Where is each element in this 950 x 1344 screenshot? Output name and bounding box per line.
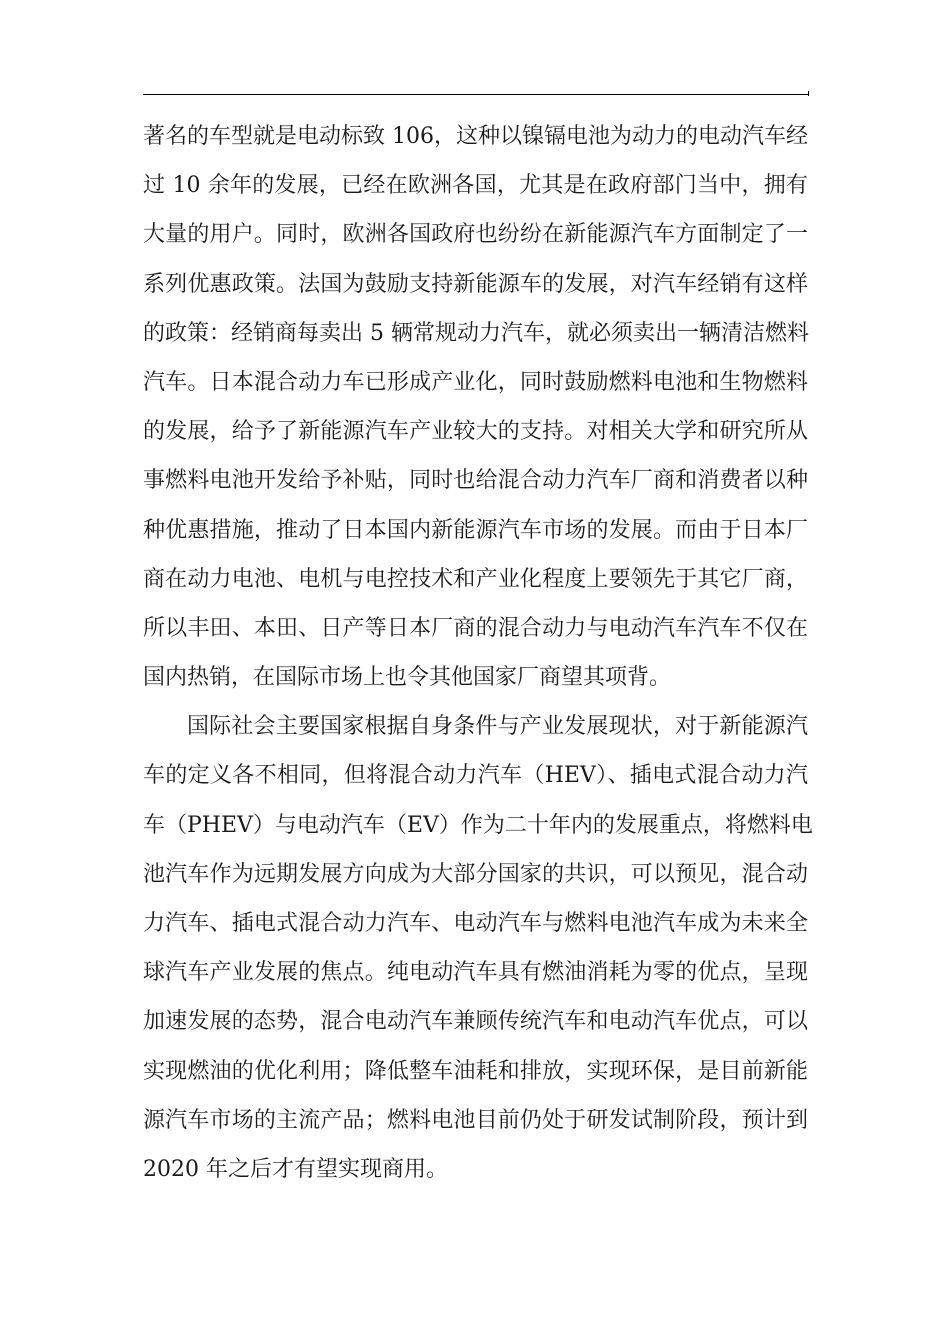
text-line: 著名的车型就是电动标致 106，这种以镍镉电池为动力的电动汽车经	[143, 124, 808, 149]
text-line: 球汽车产业发展的焦点。纯电动汽车具有燃油消耗为零的优点，呈现	[143, 960, 808, 986]
text-line: 汽车。日本混合动力车已形成产业化，同时鼓励燃料电池和生物燃料	[143, 369, 808, 395]
text-line: 国际社会主要国家根据自身条件与产业发展现状，对于新能源汽	[187, 714, 808, 740]
text-line: 大量的用户。同时，欧洲各国政府也纷纷在新能源汽车方面制定了一	[143, 222, 808, 248]
text-line: 2020 年之后才有望实现商用。	[143, 1156, 448, 1182]
paragraph-2	[143, 708, 813, 1200]
text-line: 加速发展的态势，混合电动汽车兼顾传统汽车和电动汽车优点，可以	[143, 1009, 808, 1035]
text-line: 的政策：经销商每卖出 5 辆常规动力汽车，就必须卖出一辆清洁燃料	[143, 320, 809, 346]
text-line: 力汽车、插电式混合动力汽车、电动汽车与燃料电池汽车成为未来全	[143, 911, 808, 936]
document-body	[143, 118, 813, 1200]
text-line: 系列优惠政策。法国为鼓励支持新能源车的发展，对汽车经销有这样	[143, 271, 808, 297]
text-line: 商在动力电池、电机与电控技术和产业化程度上要领先于其它厂商，	[143, 566, 808, 592]
header-rule-tick	[808, 91, 809, 96]
text-line: 实现燃油的优化利用；降低整车油耗和排放，实现环保，是目前新能	[143, 1058, 808, 1084]
text-line: 事燃料电池开发给予补贴，同时也给混合动力汽车厂商和消费者以种	[143, 468, 808, 494]
text-line: 所以丰田、本田、日产等日本厂商的混合动力与电动汽车汽车不仅在	[143, 615, 808, 641]
text-line: 车的定义各不相同，但将混合动力汽车（HEV）、插电式混合动力汽	[143, 763, 808, 789]
text-line: 池汽车作为远期发展方向成为大部分国家的共识，可以预见，混合动	[143, 861, 808, 887]
text-line: 的发展，给予了新能源汽车产业较大的支持。对相关大学和研究所从	[143, 419, 808, 445]
text-line: 种优惠措施，推动了日本国内新能源汽车市场的发展。而由于日本厂	[143, 517, 808, 543]
header-rule	[143, 94, 808, 95]
paragraph-1	[143, 118, 808, 708]
text-line: 国内热销，在国际市场上也令其他国家厂商望其项背。	[143, 665, 672, 691]
text-line: 过 10 余年的发展，已经在欧洲各国，尤其是在政府部门当中，拥有	[143, 173, 808, 199]
text-line: 车（PHEV）与电动汽车（EV）作为二十年内的发展重点，将燃料电	[143, 812, 813, 838]
text-line: 源汽车市场的主流产品；燃料电池目前仍处于研发试制阶段，预计到	[143, 1107, 808, 1133]
